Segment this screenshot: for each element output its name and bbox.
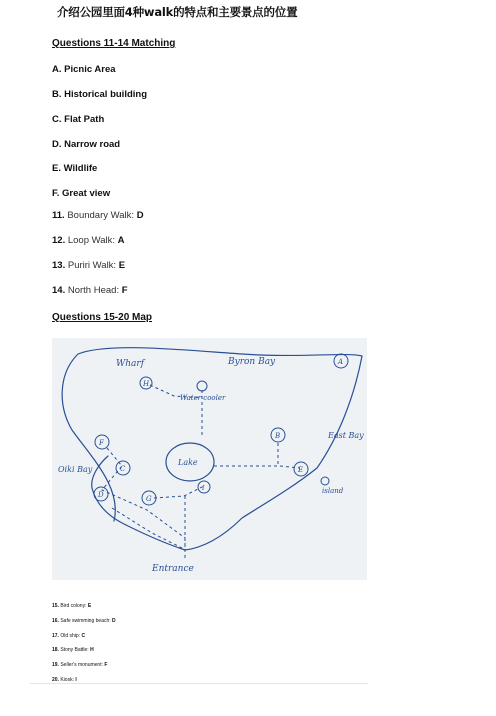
- option-b: B. Historical building: [52, 89, 148, 100]
- map-letters: [97, 358, 343, 503]
- map-answer-16: [52, 618, 116, 624]
- map-answer-number: 20.: [52, 677, 59, 683]
- option-f: F. Great view: [52, 188, 111, 199]
- answer-key: A: [117, 235, 125, 246]
- answer-key: F: [121, 285, 128, 296]
- map-answer-key: I: [75, 677, 77, 683]
- option-a: A. Picnic Area: [52, 64, 116, 75]
- hand-drawn-map: [52, 338, 367, 580]
- map-answer-text: Kiosk:: [60, 677, 74, 683]
- answer-walk: Boundary Walk:: [67, 210, 135, 221]
- map-letter-f: F: [99, 439, 104, 447]
- label-oiki-bay: Oiki Bay: [58, 465, 93, 474]
- answer-number: 11.: [52, 210, 65, 221]
- answer-key: D: [136, 210, 144, 221]
- map-letter-d: D: [98, 491, 104, 499]
- answer-14: [52, 285, 128, 296]
- map-answer-18: [52, 647, 94, 653]
- answer-12: [52, 235, 125, 246]
- map-answer-15: [52, 603, 91, 609]
- map-letter-i: I: [202, 485, 205, 492]
- label-lake: Lake: [178, 458, 198, 467]
- map-answer-17: [52, 633, 85, 639]
- map-markers: [94, 354, 348, 505]
- map-answer-key: E: [87, 603, 92, 609]
- answer-13: [52, 260, 125, 271]
- answer-11: [52, 210, 144, 221]
- walk-paths: [102, 385, 300, 558]
- map-answer-text: Old ship:: [60, 633, 81, 639]
- map-answer-19: [52, 662, 107, 668]
- label-island: island: [322, 487, 344, 495]
- map-letter-c: C: [120, 465, 126, 473]
- map-letter-h: H: [143, 380, 150, 388]
- label-entrance: Entrance: [152, 564, 194, 574]
- label-byron-bay: Byron Bay: [228, 357, 276, 367]
- marker-island: [321, 477, 329, 485]
- page-title: 介绍公园里面4种walk的特点和主要景点的位置: [57, 5, 298, 19]
- answer-number: 13.: [52, 260, 66, 271]
- answer-walk: Puriri Walk:: [67, 260, 117, 271]
- answer-walk: North Head:: [67, 285, 120, 296]
- map-answer-key: H: [90, 647, 94, 653]
- label-wharf: Wharf: [116, 359, 145, 369]
- divider: [30, 683, 368, 684]
- map-answer-key: C: [81, 633, 86, 639]
- map-answer-text: Seller's monument:: [60, 662, 103, 668]
- map-letter-g: G: [146, 495, 152, 503]
- option-d: D. Narrow road: [52, 139, 121, 150]
- map-drawing: [52, 338, 367, 580]
- map-letter-b: B: [275, 432, 281, 440]
- map-answer-text: Stony Battle:: [60, 647, 89, 653]
- map-answer-number: 17.: [52, 633, 59, 639]
- answer-number: 14.: [52, 285, 66, 296]
- matching-heading: Questions 11-14 Matching: [52, 38, 176, 49]
- answer-walk: Loop Walk:: [67, 235, 116, 246]
- map-answer-number: 18.: [52, 647, 59, 653]
- answer-key: E: [118, 260, 126, 271]
- map-answer-key: F: [104, 662, 108, 668]
- map-answer-text: Safe swimming beach:: [60, 618, 111, 624]
- map-answer-number: 16.: [52, 618, 59, 624]
- option-c: C. Flat Path: [52, 114, 105, 125]
- map-answer-number: 15.: [52, 603, 59, 609]
- label-east-bay: East Bay: [328, 431, 364, 440]
- label-water-cooler: Water cooler: [180, 394, 226, 402]
- answer-number: 12.: [52, 235, 66, 246]
- map-answer-text: Bird colony:: [60, 603, 87, 609]
- map-heading: Questions 15-20 Map: [52, 312, 153, 323]
- map-answer-key: D: [112, 618, 116, 624]
- option-e: E. Wildlife: [52, 163, 98, 174]
- map-letter-e: E: [298, 466, 304, 474]
- map-answer-number: 19.: [52, 662, 59, 668]
- marker-water-cooler: [197, 381, 207, 391]
- map-letter-a: A: [338, 358, 344, 366]
